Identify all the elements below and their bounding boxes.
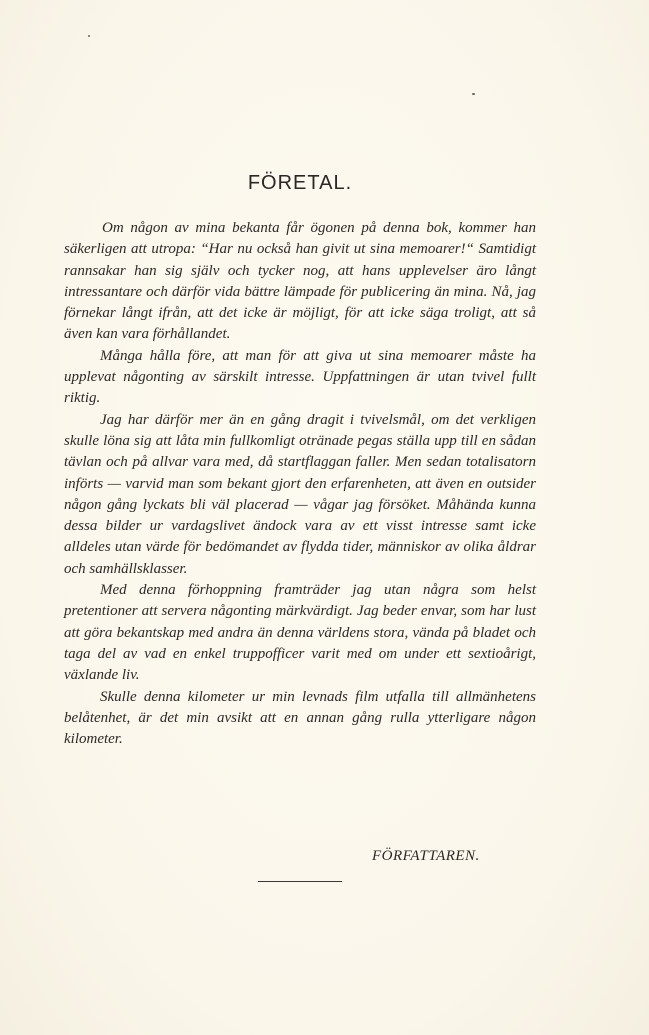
- paragraph: Med denna förhoppning framträder jag utan några som helst pretentioner att servera någonting märkvärdigt. Jag beder envar, som har lust att göra bekantskap med andra än denna världens stora, vända på bladet och taga del av vad en enkel truppofficer varit med om under ett sextioårigt, växlande liv.: [64, 582, 536, 684]
- paragraph: Om någon av mina bekanta får ögonen på denna bok, kommer han säkerligen att utropa: “Har nu också han givit ut sina memoarer!“ Samtidigt rannsakar han sig själv och tycker nog, att hans upplevelser äro långt intressantare och därför vida bättre lämpade för publicering än mina. Nå, jag förnekar långt ifrån, att det icke är möjligt, för att icke säga troligt, att så även kan vara förhållandet.: [64, 220, 536, 343]
- paragraph: Jag har därför mer än en gång dragit i tvivelsmål, om det verkligen skulle löna sig att låta min fullkomligt otränade pegas ställa upp till en sådan tävlan och på allvar vara med, då startflaggan faller. Men sedan totalisatorn införts — varvid man som bekant gjort den erfarenheten, att även en outsider någon gång lyckats bli väl placerad — vågar jag försöket. Måhända kunna dessa bilder ur vardagslivet ändock vara av ett visst intresse samt icke alldeles utan värde för bedömandet av flydda tider, människor av olika åldrar och samhällsklasser.: [64, 411, 536, 577]
- paper-speck: [472, 93, 475, 95]
- closing-rule: [258, 881, 342, 882]
- preface-body: [64, 218, 536, 750]
- paragraph: Skulle denna kilometer ur min levnads film utfalla till allmänhetens belåtenhet, är det min avsikt att en annan gång rulla ytterligare någon kilometer.: [64, 688, 536, 748]
- paragraph: Många hålla före, att man för att giva ut sina memoarer måste ha upplevat någonting av särskilt intresse. Uppfattningen är utan tvivel fullt riktig.: [64, 347, 536, 407]
- paper-speck: [88, 35, 90, 37]
- author-signature: FÖRFATTAREN.: [372, 848, 480, 864]
- page-title: FÖRETAL.: [247, 172, 353, 194]
